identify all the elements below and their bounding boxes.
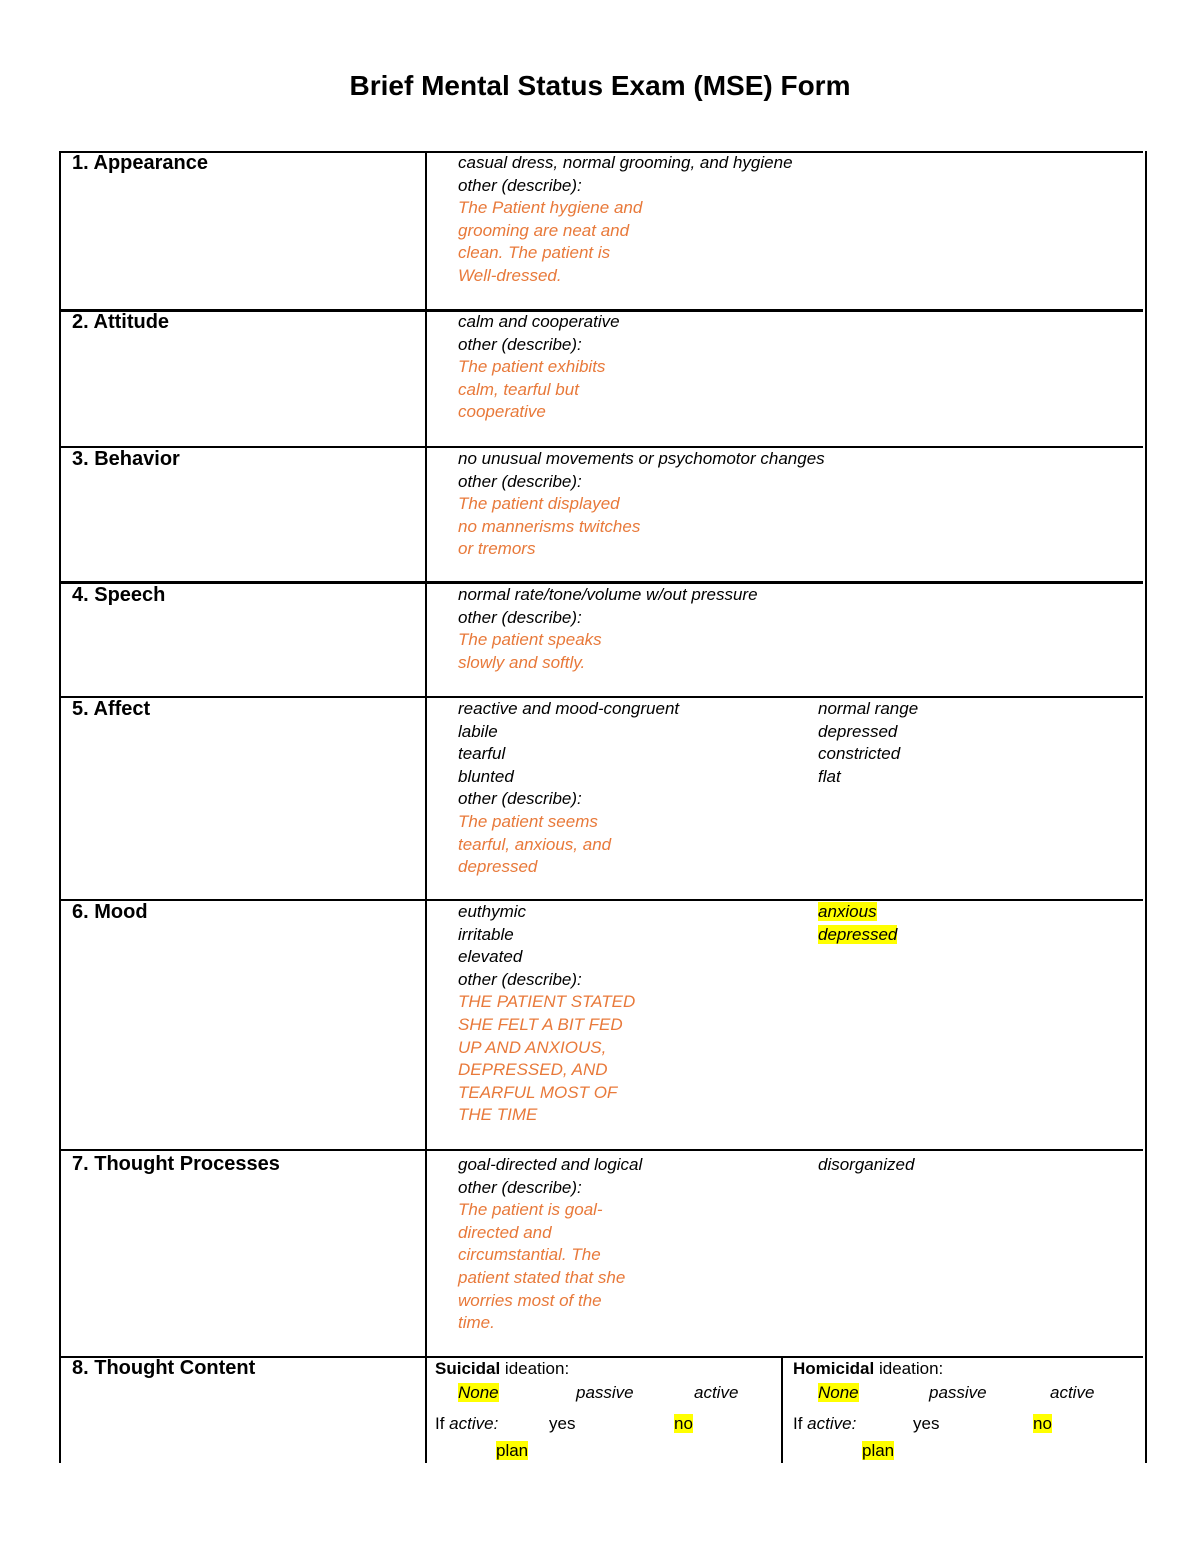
thought-processes-right	[818, 1154, 914, 1177]
attitude-note-line: calm, tearful but	[458, 379, 579, 399]
option-other-describe: other (describe):	[458, 175, 582, 195]
homicidal-if-active-label	[793, 1413, 856, 1435]
attitude-content	[458, 311, 620, 424]
option-euthymic: euthymic	[458, 902, 527, 921]
mood-note-line: DEPRESSED, AND	[458, 1060, 608, 1080]
homicidal-plan-selected: plan	[862, 1441, 895, 1460]
homicidal-yes-option: yes	[913, 1414, 940, 1433]
section-label-affect: 5. Affect	[72, 698, 151, 720]
suicidal-active-option: active	[694, 1383, 739, 1402]
option-other-describe: other (describe):	[458, 969, 582, 989]
homicidal-none-selected: None	[818, 1383, 859, 1402]
mood-note-line: TEARFUL MOST OF	[458, 1082, 618, 1102]
option-flat: flat	[818, 766, 841, 786]
option-tearful: tearful	[458, 744, 506, 764]
appearance-note-line: The Patient hygiene and	[458, 198, 643, 218]
table-rule	[59, 1149, 1143, 1151]
suicidal-heading-rest: ideation:	[500, 1359, 570, 1378]
option-casual-dress: casual dress, normal grooming, and hygiene	[458, 153, 793, 172]
option-other-describe: other (describe):	[458, 607, 582, 627]
behavior-note-line: The patient displayed	[458, 494, 620, 514]
thought-processes-note-line: time.	[458, 1313, 495, 1333]
ideation-divider	[781, 1356, 783, 1463]
mood-note-line: THE PATIENT STATED	[458, 992, 636, 1012]
appearance-note-line: clean. The patient is	[458, 243, 611, 263]
option-irritable: irritable	[458, 924, 514, 944]
behavior-content	[458, 448, 825, 561]
behavior-note-line: no mannerisms twitches	[458, 516, 641, 536]
appearance-content	[458, 152, 793, 288]
option-other-describe: other (describe):	[458, 334, 582, 354]
option-reactive: reactive and mood-congruent	[458, 699, 680, 718]
thought-processes-note-line: worries most of the	[458, 1290, 602, 1310]
thought-processes-note-line: circumstantial. The	[458, 1245, 601, 1265]
if-active-italic: active:	[449, 1414, 499, 1433]
section-label-behavior: 3. Behavior	[72, 448, 180, 470]
homicidal-ideation-heading	[793, 1358, 943, 1380]
if-prefix: If	[435, 1414, 450, 1433]
suicidal-passive-option: passive	[576, 1383, 634, 1402]
option-other-describe: other (describe):	[458, 789, 582, 809]
section-label-mood: 6. Mood	[72, 901, 148, 923]
mood-left-options	[458, 901, 635, 1127]
affect-note-line: depressed	[458, 857, 538, 877]
suicidal-heading-bold: Suicidal	[435, 1359, 501, 1378]
homicidal-active-option: active	[1050, 1383, 1095, 1402]
speech-content	[458, 584, 758, 674]
thought-processes-note-line: directed and	[458, 1222, 552, 1242]
option-constricted: constricted	[818, 744, 901, 764]
section-label-speech: 4. Speech	[72, 584, 166, 606]
behavior-note-line: or tremors	[458, 539, 536, 559]
homicidal-no-selected: no	[1033, 1414, 1052, 1433]
if-active-italic: active:	[807, 1414, 857, 1433]
appearance-note-line: Well-dressed.	[458, 265, 562, 285]
thought-processes-note-line: patient stated that she	[458, 1267, 626, 1287]
thought-processes-note-line: The patient is goal-	[458, 1200, 603, 1220]
section-label-thought-processes: 7. Thought Processes	[72, 1153, 280, 1175]
attitude-note-line: cooperative	[458, 402, 546, 422]
option-elevated: elevated	[458, 947, 523, 967]
homicidal-heading-bold: Homicidal	[793, 1359, 875, 1378]
thought-processes-left	[458, 1154, 642, 1335]
option-anxious-selected: anxious	[818, 902, 877, 921]
option-no-unusual-movements: no unusual movements or psychomotor changes	[458, 449, 825, 468]
suicidal-ideation-heading	[435, 1358, 569, 1380]
suicidal-yes-option: yes	[549, 1414, 576, 1433]
section-label-attitude: 2. Attitude	[72, 311, 170, 333]
mood-note-line: SHE FELT A BIT FED	[458, 1014, 623, 1034]
page-title: Brief Mental Status Exam (MSE) Form	[349, 70, 851, 101]
option-normal-range: normal range	[818, 699, 919, 718]
option-depressed-selected: depressed	[818, 924, 898, 944]
homicidal-passive-option: passive	[929, 1383, 987, 1402]
speech-note-line: slowly and softly.	[458, 652, 586, 672]
option-labile: labile	[458, 721, 498, 741]
option-depressed: depressed	[818, 721, 898, 741]
option-other-describe: other (describe):	[458, 1177, 582, 1197]
affect-right-options	[818, 698, 918, 788]
option-normal-rate: normal rate/tone/volume w/out pressure	[458, 585, 758, 604]
suicidal-if-active-label	[435, 1413, 498, 1435]
if-prefix: If	[793, 1414, 808, 1433]
option-blunted: blunted	[458, 766, 514, 786]
section-label-thought-content: 8. Thought Content	[72, 1357, 256, 1379]
suicidal-plan-selected: plan	[496, 1441, 529, 1460]
affect-note-line: The patient seems	[458, 811, 598, 831]
affect-note-line: tearful, anxious, and	[458, 834, 612, 854]
option-goal-directed: goal-directed and logical	[458, 1155, 643, 1174]
mood-note-line: UP AND ANXIOUS,	[458, 1037, 607, 1057]
affect-left-options	[458, 698, 679, 879]
section-label-appearance: 1. Appearance	[72, 152, 208, 174]
appearance-note-line: grooming are neat and	[458, 220, 630, 240]
column-divider	[425, 151, 427, 1463]
attitude-note-line: The patient exhibits	[458, 357, 606, 377]
suicidal-no-selected: no	[674, 1414, 693, 1433]
option-other-describe: other (describe):	[458, 471, 582, 491]
suicidal-none-selected: None	[458, 1383, 499, 1402]
speech-note-line: The patient speaks	[458, 630, 602, 650]
mood-right-options	[818, 901, 897, 946]
homicidal-heading-rest: ideation:	[874, 1359, 944, 1378]
option-disorganized: disorganized	[818, 1155, 915, 1174]
option-calm-cooperative: calm and cooperative	[458, 312, 620, 331]
mood-note-line: THE TIME	[458, 1105, 538, 1125]
